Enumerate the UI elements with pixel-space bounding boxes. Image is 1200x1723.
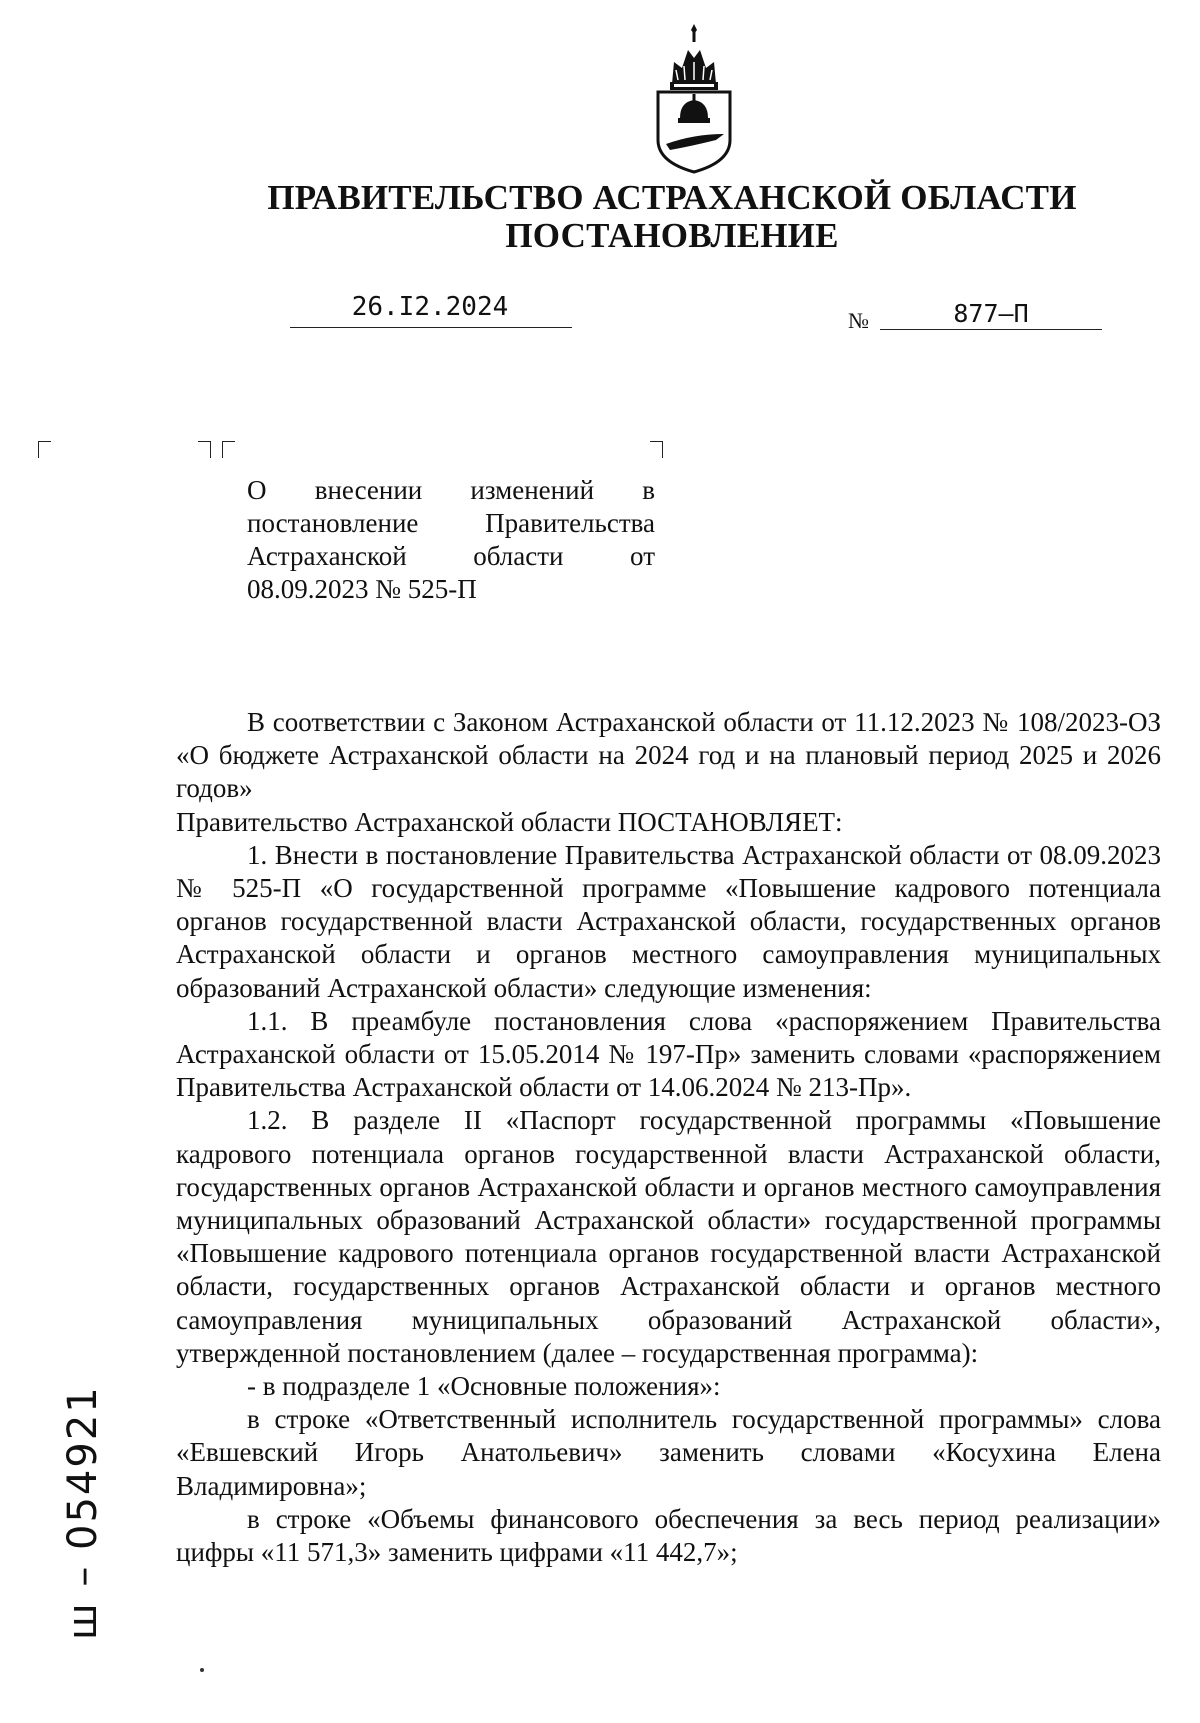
preamble-paragraph: В соответствии с Законом Астраханской области от 11.12.2023 № 108/2023-ОЗ «О бюджете Астраханской области на 2024 год и на плановый период 2025 и 2026 годов» — [176, 707, 1161, 804]
number-sign: № — [848, 308, 869, 333]
scan-speck — [200, 1668, 204, 1672]
document-date: 26.I2.2024 — [351, 292, 509, 322]
date-underline — [290, 327, 572, 328]
coat-of-arms-emblem — [644, 22, 744, 174]
clause-1-2: 1.2. В разделе II «Паспорт государственной программы «Повышение кадрового потенциала органов государственной власти Астраханской области, государственных органов Астраханской области и органов местного самоуправления муниципальных образований Астраханской области» государственной программы «Повышение кадрового потенциала органов государственной власти Астраханской области, государственных органов Астраханской области и органов местного самоуправления муниципальных образований Астраханской области», утвержденной постановлением (далее – государственная программа): — [176, 1105, 1161, 1368]
number-underline — [880, 329, 1102, 330]
side-serial-stamp: ш – 054921 — [60, 1385, 106, 1640]
subsection-item: - в подразделе 1 «Основные положения»: — [247, 1371, 721, 1402]
clause-1: 1. Внести в постановление Правительства Астраханской области от 08.09.2023 № 525-П «О государственной программе «Повышение кадрового потенциала органов государственной власти Астраханской области, государственных органов Астраханской области и органов местного самоуправления муниципальных образований Астраханской области» следующие изменения: — [176, 839, 1161, 1003]
issuer-title: ПРАВИТЕЛЬСТВО АСТРАХАНСКОЙ ОБЛАСТИ — [267, 178, 1077, 217]
amendment-line: в строке «Объемы финансового обеспечения за весь период реализации» цифры «11 571,3» заменить цифрами «11 442,7»; — [176, 1503, 1161, 1568]
margin-corner-mark — [38, 441, 51, 458]
margin-corner-mark — [198, 441, 211, 458]
resolution-statement: Правительство Астраханской области ПОСТАНОВЛЯЕТ: — [176, 806, 843, 837]
document-body — [176, 706, 1161, 1569]
document-number: 877–П — [953, 299, 1029, 328]
clause-1-1: 1.1. В преамбуле постановления слова «распоряжением Правительства Астраханской области от 15.05.2014 № 197-Пр» заменить словами «распоряжением Правительства Астраханской области от 14.06.2024 № 213-Пр». — [176, 1005, 1161, 1103]
subject-corner-mark — [650, 441, 663, 458]
subject-corner-mark — [222, 441, 235, 458]
amendment-line: в строке «Ответственный исполнитель государственной программы» слова «Евшевский Игорь Анатольевич» заменить словами «Косухина Елена Владимировна»; — [176, 1404, 1161, 1501]
document-type-title: ПОСТАНОВЛЕНИЕ — [505, 216, 839, 255]
document-subject: О внесении изменений в постановление Правительства Астраханской области от 08.09.2023 № 525-П — [247, 475, 655, 604]
